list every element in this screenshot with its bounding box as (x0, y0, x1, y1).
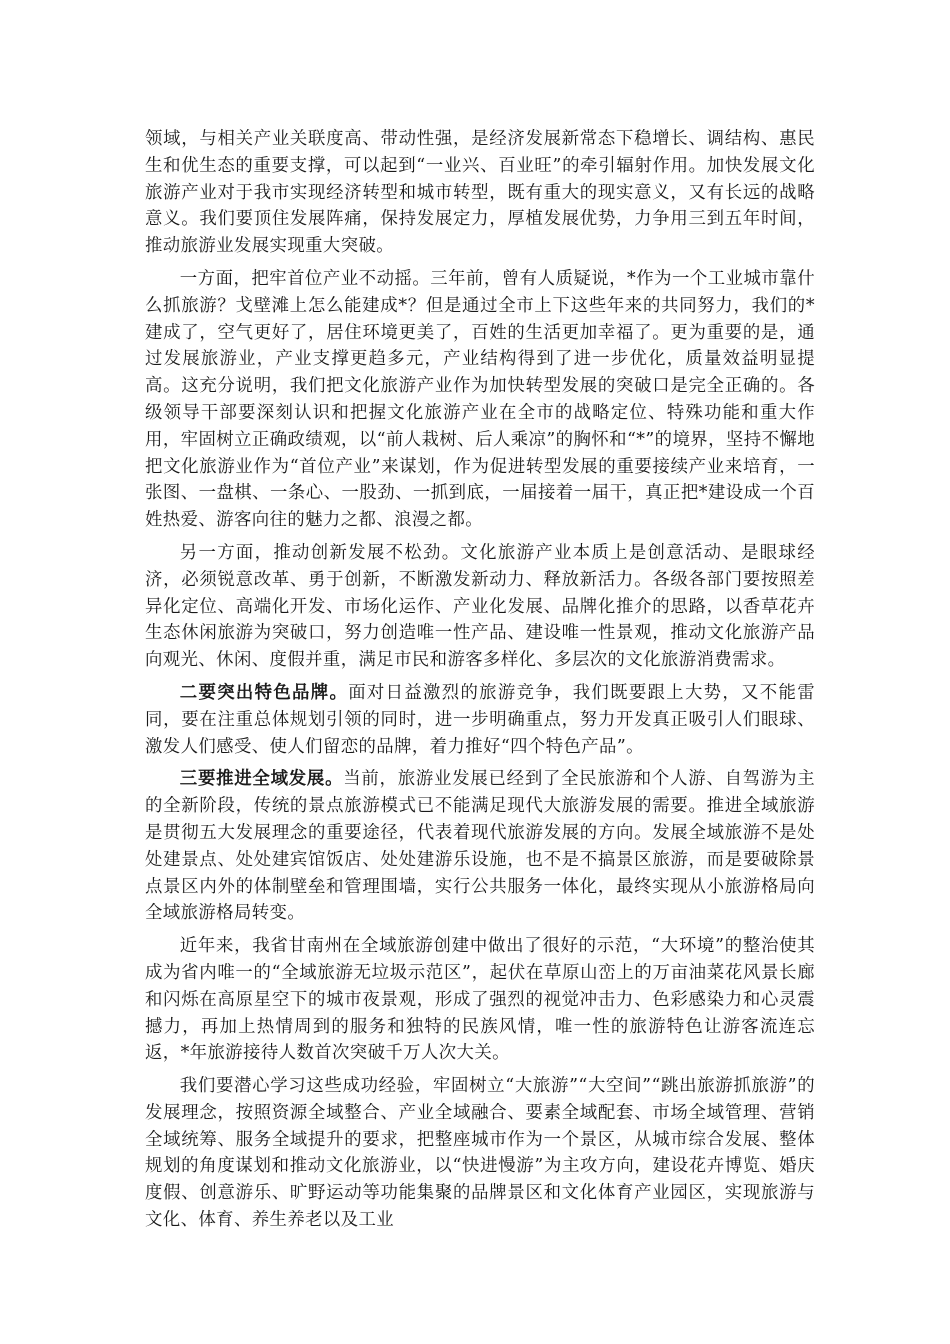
document-page (145, 126, 815, 1240)
paragraph-4-text: 面对日益激烈的旅游竞争，我们既要跟上大势，又不能雷同，要在注重总体规划引领的同时，进一步明确重点，努力开发真正吸引人们眼球、激发人们感受、使人们留恋的品牌，着力推好“四个特色产品”。 (145, 682, 815, 757)
paragraph-6 (145, 933, 815, 1067)
paragraph-7 (145, 1073, 815, 1234)
paragraph-2-text: 一方面，把牢首位产业不动摇。三年前，曾有人质疑说，*作为一个工业城市靠什么抓旅游？戈壁滩上怎么能建成*？但是通过全市上下这些年来的共同努力，我们的*建成了，空气更好了，居住环境更美了，百姓的生活更加幸福了。更为重要的是，通过发展旅游业，产业支撑更趋多元，产业结构得到了进一步优化，质量效益明显提高。这充分说明，我们把文化旅游产业作为加快转型发展的突破口是完全正确的。各级领导干部要深刻认识和把握文化旅游产业在全市的战略定位、特殊功能和重大作用，牢固树立正确政绩观，以“前人栽树、后人乘凉”的胸怀和“*”的境界，坚持不懈地把文化旅游业作为“首位产业”来谋划，作为促进转型发展的重要接续产业来培育，一张图、一盘棋、一条心、一股劲、一抓到底，一届接着一届干，真正把*建设成一个百姓热爱、游客向往的魅力之都、浪漫之都。 (145, 268, 815, 531)
paragraph-4 (145, 680, 815, 760)
paragraph-6-text: 近年来，我省甘南州在全域旅游创建中做出了很好的示范，“大环境”的整治使其成为省内唯一的“全域旅游无垃圾示范区”，起伏在草原山峦上的万亩油菜花风景长廊和闪烁在高原星空下的城市夜景观，形成了强烈的视觉冲击力、色彩感染力和心灵震撼力，再加上热情周到的服务和独特的民族风情，唯一性的旅游特色让游客流连忘返，*年旅游接待人数首次突破千万人次大关。 (145, 936, 815, 1064)
paragraph-2 (145, 266, 815, 534)
paragraph-3-text: 另一方面，推动创新发展不松劲。文化旅游产业本质上是创意活动、是眼球经济，必须锐意改革、勇于创新，不断激发新动力、释放新活力。各级各部门要按照差异化定位、高端化开发、市场化运作、产业化发展、品牌化推介的思路，以香草花卉生态休闲旅游为突破口，努力创造唯一性产品、建设唯一性景观，推动文化旅游产品向观光、休闲、度假并重，满足市民和游客多样化、多层次的文化旅游消费需求。 (145, 542, 815, 671)
paragraph-7-text: 我们要潜心学习这些成功经验，牢固树立“大旅游”“大空间”“跳出旅游抓旅游”的发展理念，按照资源全域整合、产业全域融合、要素全域配套、市场全域管理、营销全域统筹、服务全域提升的要求，把整座城市作为一个景区，从城市综合发展、整体规划的角度谋划和推动文化旅游业，以“快进慢游”为主攻方向，建设花卉博览、婚庆度假、创意游乐、旷野运动等功能集聚的品牌景区和文化体育产业园区，实现旅游与文化、体育、养生养老以及工业 (145, 1076, 815, 1231)
paragraph-4-heading: 二要突出特色品牌。 (179, 682, 349, 703)
paragraph-1-text: 领域，与相关产业关联度高、带动性强，是经济发展新常态下稳增长、调结构、惠民生和优生态的重要支撑，可以起到“一业兴、百业旺”的牵引辐射作用。加快发展文化旅游产业对于我市实现经济转型和城市转型，既有重大的现实意义，又有长远的战略意义。我们要顶住发展阵痛，保持发展定力，厚植发展优势，力争用三到五年时间，推动旅游业发展实现重大突破。 (145, 129, 815, 257)
paragraph-3 (145, 540, 815, 674)
paragraph-1 (145, 126, 815, 260)
paragraph-5-text: 当前，旅游业发展已经到了全民旅游和个人游、自驾游为主的全新阶段，传统的景点旅游模式已不能满足现代大旅游发展的需要。推进全域旅游是贯彻五大发展理念的重要途径，代表着现代旅游发展的方向。发展全域旅游不是处处建景点、处处建宾馆饭店、处处建游乐设施，也不是不搞景区旅游，而是要破除景点景区内外的体制壁垒和管理围墙，实行公共服务一体化，最终实现从小旅游格局向全域旅游格局转变。 (145, 769, 815, 924)
paragraph-5-heading: 三要推进全域发展。 (179, 769, 344, 790)
paragraph-5 (145, 766, 815, 927)
